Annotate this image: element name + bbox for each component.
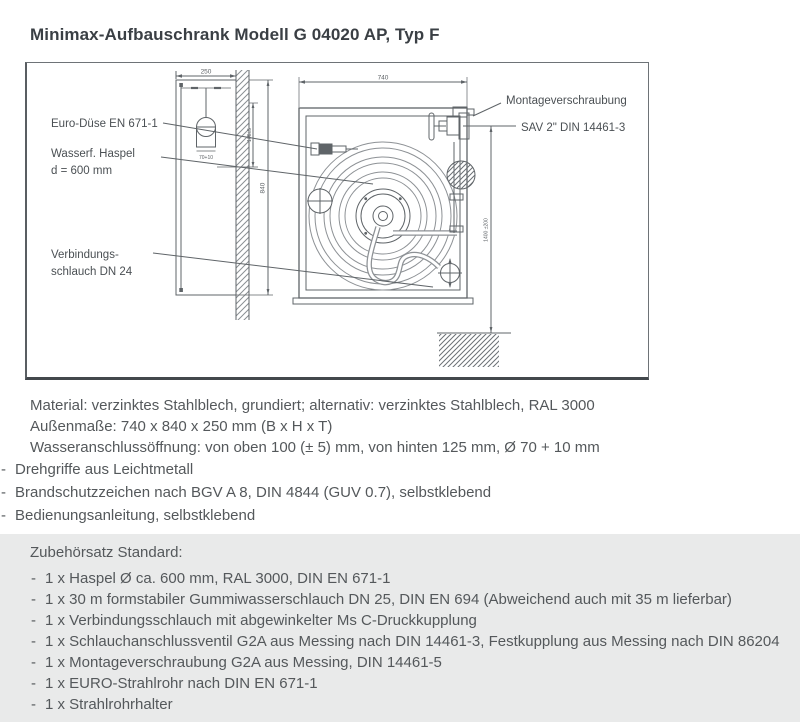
- dim-width: [299, 74, 467, 107]
- accessories-heading: Zubehörsatz Standard:: [30, 544, 183, 561]
- dim-text-mount-height: 1400 ±200: [483, 218, 490, 242]
- label-haspel-2: d = 600 mm: [51, 165, 113, 177]
- label-verbindung-1: Verbindungs-: [51, 249, 119, 261]
- feature-item: - Drehgriffe aus Leichtmetall: [0, 458, 800, 481]
- feature-item: - Brandschutzzeichen nach BGV A 8, DIN 4844 (GUV 0.7), selbstklebend: [0, 481, 800, 504]
- label-sav: SAV 2" DIN 14461-3: [521, 122, 626, 134]
- technical-drawing: [27, 63, 648, 377]
- accessory-item: - 1 x EURO-Strahlrohr nach DIN EN 671-1: [30, 673, 770, 694]
- elbow-fitting: [447, 161, 475, 189]
- accessories-list: [30, 568, 780, 715]
- accessories-panel: [0, 534, 800, 722]
- leader-montage: [473, 103, 501, 116]
- dim-text-opening: 70+10: [198, 155, 214, 161]
- accessory-item: - 1 x Strahlrohrhalter: [30, 694, 770, 715]
- technical-drawing-panel: [25, 62, 649, 380]
- label-montage: Montageverschraubung: [506, 95, 627, 107]
- spec-line: Material: verzinktes Stahlblech, grundiert; alternativ: verzinktes Stahlblech, RAL 3000: [30, 397, 595, 414]
- dim-text-top-offset: 100±5: [247, 128, 253, 142]
- accessory-item: - 1 x Schlauchanschlussventil G2A aus Messing nach DIN 14461-3, Festkupplung aus Messing nach DIN 86204: [30, 631, 770, 652]
- ground-hatch: [437, 333, 511, 367]
- dim-text-depth: 250: [200, 68, 212, 76]
- accessory-item: - 1 x 30 m formstabiler Gummiwasserschlauch DN 25, DIN EN 694 (Abweichend auch mit 35 m lieferbar): [30, 589, 770, 610]
- spec-line: Wasseranschlussöffnung: von oben 100 (± 5) mm, von hinten 125 mm, Ø 70 + 10 mm: [30, 439, 600, 456]
- accessory-item: - 1 x Haspel Ø ca. 600 mm, RAL 3000, DIN EN 671-1: [30, 568, 770, 589]
- feature-item: - Bedienungsanleitung, selbstklebend: [0, 504, 800, 527]
- wall-hatch: [236, 70, 249, 320]
- label-euro-duese: Euro-Düse EN 671-1: [51, 118, 158, 130]
- label-verbindung-2: schlauch DN 24: [51, 266, 133, 278]
- label-haspel-1: Wasserf. Haspel: [51, 148, 135, 160]
- spec-line: Außenmaße: 740 x 840 x 250 mm (B x H x T): [30, 418, 333, 435]
- dim-text-width: 740: [377, 74, 389, 82]
- accessory-item: - 1 x Montageverschraubung G2A aus Messing, DIN 14461-5: [30, 652, 770, 673]
- feature-list: [0, 458, 800, 527]
- side-view: [176, 70, 273, 320]
- spec-lines: [30, 395, 800, 458]
- front-view: [293, 74, 511, 367]
- dim-text-height: 840: [259, 182, 267, 194]
- accessory-item: - 1 x Verbindungsschlauch mit abgewinkelter Ms C-Druckkupplung: [30, 610, 770, 631]
- page-title: Minimax-Aufbauschrank Modell G 04020 AP, Typ F: [30, 25, 440, 44]
